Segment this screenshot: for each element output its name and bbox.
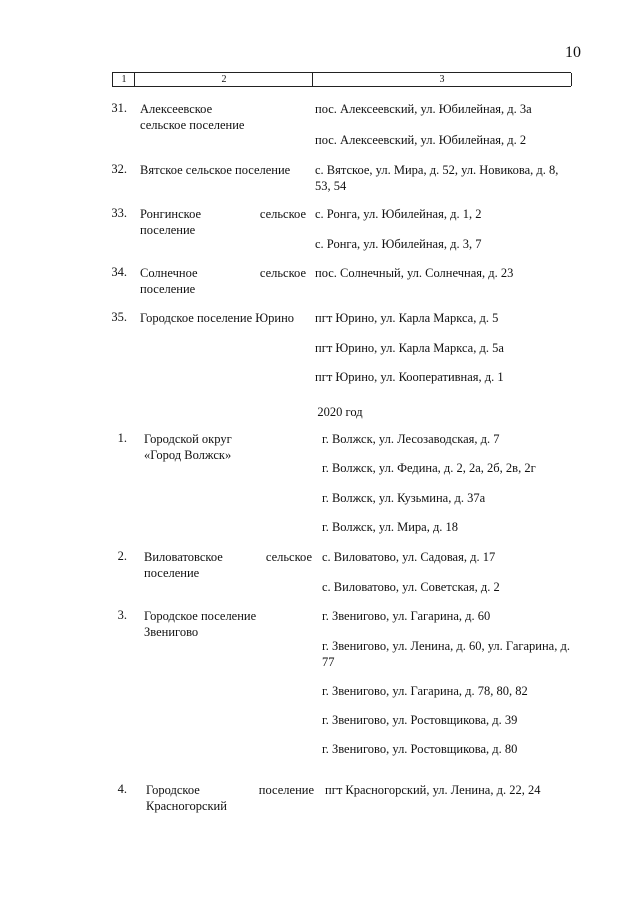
name-part: поселение (258, 783, 314, 797)
municipality-name-line-1 (146, 782, 314, 798)
header-col-1: 1 (112, 73, 135, 86)
municipality-name-line-1 (140, 101, 306, 117)
address: пгт Юрино, ул. Карла Маркса, д. 5 (315, 311, 499, 325)
municipality-name (140, 101, 306, 133)
name-part: сельское (259, 207, 306, 221)
address: пос. Солнечный, ул. Солнечная, д. 23 (315, 266, 514, 280)
municipality-name (140, 162, 306, 178)
name-part: Алексеевское (140, 102, 213, 116)
municipality-name-line-2: сельское поселение (140, 118, 245, 132)
municipality-name (140, 310, 306, 326)
address: с. Виловатово, ул. Садовая, д. 17 (322, 550, 496, 564)
name-part: Городской округ (144, 432, 232, 446)
row-number: 2. (117, 549, 127, 563)
name-part: Городское поселение (144, 609, 257, 623)
name-part: Городское поселение Юрино (140, 311, 295, 325)
municipality-name-line-2: Красногорский (146, 799, 227, 813)
name-part: сельское (259, 266, 306, 280)
name-part: сельское (265, 550, 312, 564)
row-number: 32. (111, 162, 127, 176)
address: г. Звенигово, ул. Ростовщикова, д. 80 (322, 742, 518, 756)
municipality-name-line-2: поселение (140, 223, 196, 237)
municipality-name-line-2: «Город Волжск» (144, 448, 232, 462)
name-part: Виловатовское (144, 550, 223, 564)
header-col-2: 2 (134, 73, 313, 86)
name-part: Ронгинское (140, 207, 202, 221)
municipality-name (144, 608, 312, 640)
header-col-3: 3 (312, 73, 572, 86)
municipality-name (144, 431, 312, 463)
name-part: Городское (146, 783, 200, 797)
address: г. Звенигово, ул. Ленина, д. 60, ул. Гагарина, д. 77 (322, 639, 570, 669)
row-number: 33. (111, 206, 127, 220)
row-number: 31. (111, 101, 127, 115)
address: с. Ронга, ул. Юбилейная, д. 1, 2 (315, 207, 482, 221)
page-number: 10 (565, 44, 581, 61)
year-heading: 2020 год (317, 405, 363, 419)
table-header (112, 72, 571, 87)
municipality-name-line-1 (144, 431, 312, 447)
address: пос. Алексеевский, ул. Юбилейная, д. 3а (315, 102, 532, 116)
municipality-name-line-1 (140, 265, 306, 281)
address: пгт Юрино, ул. Кооперативная, д. 1 (315, 370, 504, 384)
municipality-name-line-1 (144, 549, 312, 565)
address: с. Вятское, ул. Мира, д. 52, ул. Новикова, д. 8, 53, 54 (315, 163, 559, 193)
name-part: Солнечное (140, 266, 198, 280)
address: пгт Юрино, ул. Карла Маркса, д. 5а (315, 341, 504, 355)
address: г. Волжск, ул. Мира, д. 18 (322, 520, 459, 534)
municipality-name-line-2: Звенигово (144, 625, 199, 639)
address: с. Ронга, ул. Юбилейная, д. 3, 7 (315, 237, 482, 251)
municipality-name-line-2: поселение (140, 282, 196, 296)
municipality-name (140, 206, 306, 238)
row-number: 34. (111, 265, 127, 279)
row-number: 4. (117, 782, 127, 796)
row-number: 3. (117, 608, 127, 622)
address: с. Виловатово, ул. Советская, д. 2 (322, 580, 500, 594)
municipality-name-line-1 (144, 608, 312, 624)
name-part: Вятское сельское поселение (140, 163, 291, 177)
address: пгт Красногорский, ул. Ленина, д. 22, 24 (325, 783, 541, 797)
municipality-name (146, 782, 314, 814)
row-number: 35. (111, 310, 127, 324)
address: г. Звенигово, ул. Гагарина, д. 78, 80, 82 (322, 684, 528, 698)
municipality-name (140, 265, 306, 297)
municipality-name-line-1 (140, 206, 306, 222)
address: пос. Алексеевский, ул. Юбилейная, д. 2 (315, 133, 527, 147)
address: г. Звенигово, ул. Гагарина, д. 60 (322, 609, 491, 623)
row-number: 1. (117, 431, 127, 445)
address: г. Звенигово, ул. Ростовщикова, д. 39 (322, 713, 518, 727)
address: г. Волжск, ул. Кузьмина, д. 37а (322, 491, 486, 505)
municipality-name-line-1 (140, 310, 306, 326)
address: г. Волжск, ул. Федина, д. 2, 2а, 2б, 2в, 2г (322, 461, 536, 475)
municipality-name (144, 549, 312, 581)
municipality-name-line-2: поселение (144, 566, 200, 580)
address: г. Волжск, ул. Лесозаводская, д. 7 (322, 432, 500, 446)
municipality-name-line-1 (140, 162, 306, 178)
